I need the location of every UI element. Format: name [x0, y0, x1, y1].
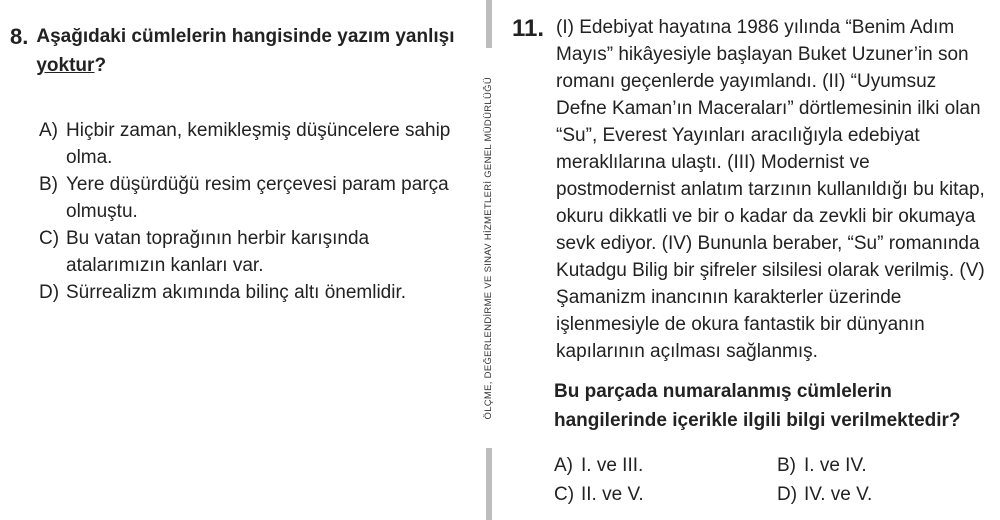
question-8-options: [39, 117, 470, 306]
option-11-b[interactable]: [777, 451, 977, 480]
option-text: II. ve V.: [581, 484, 644, 505]
option-text: Hiçbir zaman, kemikleşmiş düşüncelere sahip olma.: [66, 120, 451, 168]
question-11-passage: (I) Edebiyat hayatına 1986 yılında “Benim Adım Mayıs” hikâyesiyle başlayan Buket Uzuner’in son romanı geçenlerde yayımlandı. (II) “Uyumsuz Defne Kaman’ın Maceraları” dörtlemesinin ilki olan “Su”, Everest Yayınları aracılığıyla edebiyat meraklılarına ulaştı. (III) Modernist ve postmodernist anlatım tarzının kullanıldığı bu kitap, okuru dikkatli ve bir o kadar da zevkli bir okumaya sevk ediyor. (IV) Bununla beraber, “Su” romanında Kutadgu Bilig bir şifreler silsilesi olarak verilmiş. (V) Şamanizm inancının karakterler üzerinde işlenmesiyle de okura fantastik bir dünyanın kapılarının açılması sağlanmış.: [556, 17, 985, 362]
option-8-b[interactable]: [39, 171, 470, 225]
question-8-stem: [36, 22, 470, 80]
question-8-stem-emphasis: yoktur: [36, 55, 95, 76]
question-11: [512, 14, 987, 509]
question-8: [10, 22, 470, 306]
option-8-d[interactable]: [39, 279, 470, 306]
option-letter: A): [39, 120, 58, 141]
option-text: Sürrealizm akımında bilinç altı önemlidir.: [66, 282, 407, 303]
option-11-c[interactable]: [554, 480, 777, 509]
option-8-c[interactable]: [39, 225, 470, 279]
option-letter: D): [777, 484, 798, 505]
question-8-header: [10, 22, 470, 80]
option-letter: A): [554, 455, 573, 476]
question-11-number: 11.: [512, 15, 545, 42]
option-8-a[interactable]: [39, 117, 470, 171]
question-11-options: [554, 451, 987, 509]
question-11-header: [512, 14, 987, 365]
option-text: I. ve IV.: [804, 455, 867, 476]
option-letter: C): [39, 228, 60, 249]
option-text: Bu vatan toprağının herbir karışında atalarımızın kanları var.: [66, 228, 370, 276]
question-8-number: 8.: [10, 24, 29, 49]
option-letter: B): [39, 174, 58, 195]
option-text: IV. ve V.: [804, 484, 873, 505]
sidebar-publisher-text: ÖLÇME, DEĞERLENDİRME VE SINAV HİZMETLERİ GENEL MÜDÜRLÜĞÜ: [482, 76, 494, 420]
option-text: Yere düşürdüğü resim çerçevesi param parça olmuştu.: [66, 174, 449, 222]
option-letter: C): [554, 484, 575, 505]
question-11-stem: Bu parçada numaralanmış cümlelerin hangilerinde içerikle ilgili bilgi verilmektedir?: [554, 381, 961, 431]
option-letter: B): [777, 455, 796, 476]
option-11-d[interactable]: [777, 480, 977, 509]
sidebar-label-wrap: [475, 48, 501, 448]
option-text: I. ve III.: [581, 455, 644, 476]
option-11-a[interactable]: [554, 451, 777, 480]
option-letter: D): [39, 282, 60, 303]
question-8-stem-prefix: Aşağıdaki cümlelerin hangisinde yazım yanlışı: [36, 26, 455, 47]
question-8-stem-suffix: ?: [94, 55, 107, 76]
